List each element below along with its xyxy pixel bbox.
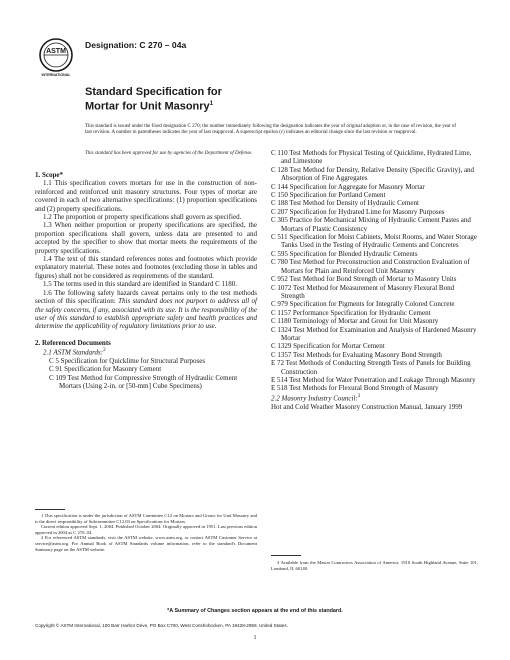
scope-1-2: 1.2 The proportion or property specifications shall govern as specified. (43, 213, 242, 222)
mic-list (271, 403, 478, 411)
reference-item: C 150 Specification for Portland Cement (271, 191, 386, 200)
scope-heading: 1. Scope* (35, 171, 63, 179)
scope-1-6 (35, 289, 257, 331)
svg-text:INTERNATIONAL: INTERNATIONAL (41, 73, 71, 77)
page-title (85, 86, 222, 113)
svg-text:ASTM: ASTM (46, 48, 66, 55)
reference-item: C 1324 Test Method for Examination and Analysis of Hardened Masonry Mortar (271, 325, 477, 342)
reference-item: C 144 Specification for Aggregate for Masonry Mortar (271, 182, 425, 191)
mic-label-text: 2.2 Masonry Industry Council: (271, 394, 358, 403)
right-reference-list (271, 149, 478, 393)
left-reference-list (35, 357, 257, 391)
footnotes-left (35, 513, 257, 552)
title-line-2-wrap (85, 98, 222, 113)
standard-note: This standard is issued under the fixed designation C 270; the number immediately following the designation indicates the year of original adoption or, in the case of revision, the year of last revision. A number in parentheses indicates the year of last reapproval. A superscript epsilon (ε) indicates an editorial change since the last revision or reapproval. (85, 124, 457, 136)
summary-of-changes-note: *A Summary of Changes section appears at the end of this standard. (167, 608, 343, 614)
right-column (271, 149, 478, 411)
footnote-1: 1 This specification is under the jurisdiction of ASTM Committee C12 on Mortars and Grouts for Unit Masonry and is the direct responsibility of Subcommittee C12.03 on Specifications for Mortars. (35, 513, 257, 524)
title-line-1: Standard Specification for (85, 86, 222, 98)
mic-ref: 3 (357, 393, 361, 399)
reference-item: C 1329 Specification for Mortar Cement (271, 342, 385, 351)
reference-item: C 595 Specification for Blended Hydraulic Cements (271, 249, 418, 258)
scope-1-5: 1.5 The terms used in this standard are identified in Standard C 1180. (43, 280, 238, 289)
left-column (35, 171, 257, 390)
reference-item: E 514 Test Method for Water Penetration and Leakage Through Masonry (271, 375, 476, 384)
reference-item: C 5 Specification for Quicklime for Structural Purposes (49, 356, 206, 365)
reference-item: C 128 Test Method for Density, Relative Density (Specific Gravity), and Absorption of Fine Aggregates (271, 165, 475, 183)
scope-1-6-caveat: This standard does not purport to address all of the safety concerns, if any, associated with its use. It is the responsibility of the user of this standard to establish appropriate safety and health practices and determine the applicability of regulatory limitations prior to use. (35, 297, 258, 331)
reference-item: E 72 Test Methods of Conducting Strength Tests of Panels for Building Construction (271, 359, 471, 376)
reference-item: C 207 Specification for Hydrated Lime for Masonry Purposes (271, 207, 445, 216)
footnote-rule-left (35, 509, 65, 510)
scope-1-3: 1.3 When neither proportion or property specifications are specified, the proportion specifications shall govern, unless data are presented to and accepted by the specifier to show that mortar meets the requirements of the property specifications. (35, 221, 257, 255)
astm-standards-label (35, 347, 257, 357)
astm-standards-ref: 2 (103, 348, 106, 354)
designation: Designation: C 270 – 04a (85, 40, 187, 50)
scope-1-6-lead: 1.6 The following safety hazards caveat pertains only to the test methods section of this specification: (35, 288, 257, 306)
footnote-1b: Current edition approved Sept. 1, 2004. Published October 2004. Originally approved in 1951. Last previous edition approved in 2004 as C 270–04. (35, 524, 257, 535)
reference-item: C 109 Test Method for Compressive Strength of Hydraulic Cement Mortars (Using 2-in. or [50-mm] Cube Specimens) (49, 373, 238, 391)
astm-logo-icon (37, 38, 75, 78)
reference-item: C 780 Test Method for Preconstruction and Construction Evaluation of Mortars for Plain and Reinforced Unit Masonry (271, 258, 470, 275)
footnotes-right (271, 560, 478, 571)
title-line-2: Mortar for Unit Masonry (85, 101, 210, 114)
dod-note: This standard has been approved for use by agencies of the Department of Defense. (85, 151, 253, 156)
reference-item: C 305 Practice for Mechanical Mixing of Hydraulic Cement Pastes and Mortars of Plastic Consistency (271, 216, 471, 233)
reference-item: C 1180 Terminology of Mortar and Grout for Unit Masonry (271, 317, 439, 326)
referenced-heading: 2. Referenced Documents (35, 338, 111, 347)
reference-item: C 511 Specification for Moist Cabinets, Moist Rooms, and Water Storage Tanks Used in the Testing of Hydraulic Cements and Concretes (271, 233, 477, 250)
footnote-rule-right (271, 555, 301, 556)
reference-item: C 1357 Test Methods for Evaluating Masonry Bond Strength (271, 350, 442, 359)
astm-logo (37, 38, 75, 78)
reference-item: C 952 Test Method for Bond Strength of Mortar to Masonry Units (271, 275, 457, 284)
page-number: 1 (253, 635, 257, 641)
footnote-2: 2 For referenced ASTM standards, visit the ASTM website, www.astm.org, or contact ASTM Customer Service at service@astm.org. For Annual Book of ASTM Standards volume information, refer to the standard's Document Summary page on the ASTM website. (35, 535, 257, 552)
astm-standards-label-text: 2.1 ASTM Standards: (43, 348, 104, 357)
reference-item: C 188 Test Method for Density of Hydraulic Cement (271, 199, 419, 208)
reference-item: C 1072 Test Method for Measurement of Masonry Flexural Bond Strength (271, 283, 455, 300)
reference-item: E 518 Test Methods for Flexural Bond Strength of Masonry (271, 384, 439, 393)
copyright: Copyright © ASTM International, 100 Barr Harbor Drive, PO Box C700, West Conshohocken, PA 19428-2959, United States. (35, 623, 288, 628)
scope-1-4: 1.4 The text of this standard references notes and footnotes which provide explanatory material. These notes and footnotes (excluding those in tables and figures) shall not be considered as requirements of the standard. (35, 255, 257, 280)
scope-1-1: 1.1 This specification covers mortars for use in the construction of non-reinforced and reinforced unit masonry structures. Four types of mortar are covered in each of two alternative specifications: (1) proportion specifications and (2) property specifications. (35, 179, 257, 213)
reference-item: C 110 Test Methods for Physical Testing of Quicklime, Hydrated Lime, and Limestone (271, 149, 472, 166)
reference-item: C 1157 Performance Specification for Hydraulic Cement (271, 308, 431, 317)
title-footnote-ref: 1 (209, 101, 214, 108)
mic-item: Hot and Cold Weather Masonry Construction Manual, January 1999 (271, 402, 463, 411)
reference-item: C 91 Specification for Masonry Cement (49, 365, 162, 374)
mic-label (271, 393, 478, 403)
footnote-3: 3 Available from the Mason Contractors Association of America, 1910 South Highland Avenue, Suite 101, Lombard, IL 60148. (271, 560, 478, 571)
reference-item: C 979 Specification for Pigments for Integrally Colored Concrete (271, 300, 455, 309)
